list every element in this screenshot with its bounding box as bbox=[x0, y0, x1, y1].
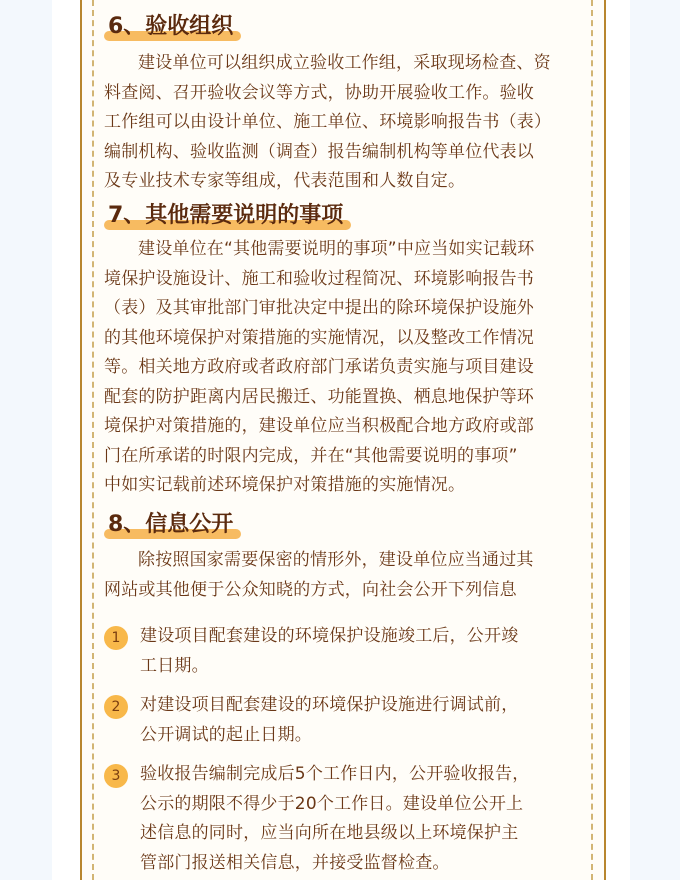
paragraph-line: 料查阅、召开验收会议等方式，协助开展验收工作。验收 bbox=[104, 82, 534, 103]
paragraph-line: 编制机构、验收监测（调查）报告编制机构等单位代表以 bbox=[104, 141, 534, 162]
paragraph-line: 门在所承诺的时限内完成，并在“其他需要说明的事项” bbox=[104, 445, 518, 466]
left-dashed-border bbox=[92, 0, 94, 880]
paragraph-line: 的其他环境保护对策措施的实施情况，以及整改工作情况 bbox=[104, 327, 534, 348]
list-item-line: 工日期。 bbox=[140, 655, 209, 676]
list-item-line: 公示的期限不得少于20个工作日。建设单位公开上 bbox=[140, 793, 524, 814]
paragraph-line: 除按照国家需要保密的情形外，建设单位应当通过其 bbox=[138, 550, 534, 570]
paragraph-line: 及专业技术专家等组成，代表范围和人数自定。 bbox=[104, 171, 466, 191]
section-6-body bbox=[104, 49, 551, 197]
number-badge: 2 bbox=[104, 695, 128, 719]
right-dashed-border bbox=[591, 0, 593, 880]
heading-text: 7、其他需要说明的事项 bbox=[108, 203, 344, 228]
list-item-line: 对建设项目配套建设的环境保护设施进行调试前， bbox=[140, 695, 519, 715]
paragraph-line: 境保护对策措施的，建设单位应当积极配合地方政府或部 bbox=[104, 416, 534, 436]
paragraph-line: 建设单位可以组织成立验收工作组，采取现场检查、资 bbox=[138, 53, 551, 73]
number-badge: 3 bbox=[104, 764, 128, 788]
list-item-line: 管部门报送相关信息，并接受监督检查。 bbox=[140, 852, 450, 873]
paragraph-line: 网站或其他便于公众知晓的方式，向社会公开下列信息 bbox=[104, 579, 517, 600]
section-8-body bbox=[104, 546, 534, 605]
list-item-line: 验收报告编制完成后5个工作日内，公开验收报告， bbox=[140, 764, 530, 784]
section-6-heading bbox=[108, 10, 233, 44]
paragraph-line: 中如实记载前述环境保护对策措施的实施情况。 bbox=[104, 475, 466, 495]
paragraph-line: 配套的防护距离内居民搬迁、功能置换、栖息地保护等环 bbox=[104, 386, 534, 407]
list-item-line: 述信息的同时，应当向所在地县级以上环境保护主 bbox=[140, 823, 519, 843]
paragraph-line: 工作组可以由设计单位、施工单位、环境影响报告书（表） bbox=[104, 112, 552, 132]
section-7-heading bbox=[108, 199, 343, 233]
section-8-heading bbox=[108, 508, 233, 542]
section-7-body bbox=[104, 235, 534, 501]
heading-text: 8、信息公开 bbox=[108, 512, 234, 537]
number-badge: 1 bbox=[104, 626, 128, 650]
heading-text: 6、验收组织 bbox=[108, 14, 234, 39]
paragraph-line: 等。相关地方政府或者政府部门承诺负责实施与项目建设 bbox=[104, 357, 534, 377]
list-item-line: 公开调试的起止日期。 bbox=[140, 724, 312, 745]
list-item-line: 建设项目配套建设的环境保护设施竣工后，公开竣 bbox=[140, 626, 519, 646]
paragraph-line: （表）及其审批部门审批决定中提出的除环境保护设施外 bbox=[104, 298, 534, 318]
paragraph-line: 建设单位在“其他需要说明的事项”中应当如实记载环 bbox=[138, 239, 535, 259]
paragraph-line: 境保护设施设计、施工和验收过程简况、环境影响报告书 bbox=[104, 268, 534, 289]
